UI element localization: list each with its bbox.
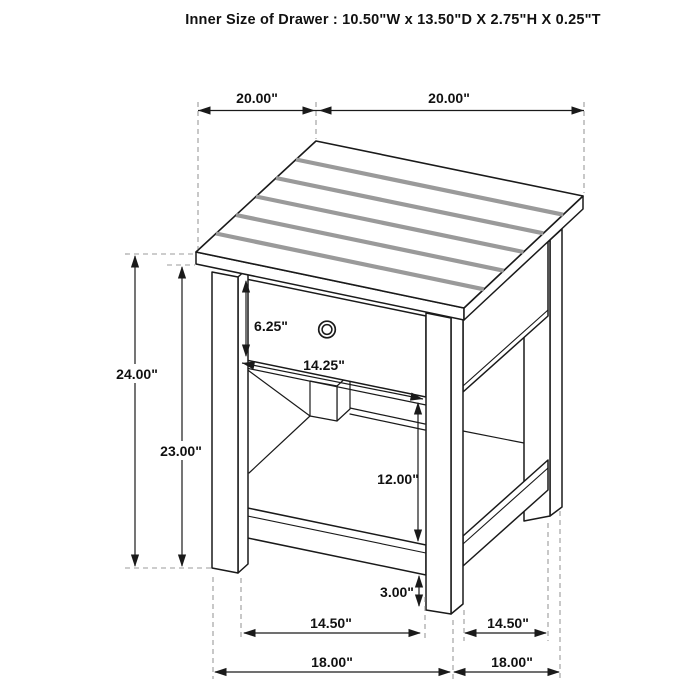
dim-top-width: 20.00" <box>428 90 470 106</box>
front-right-leg <box>426 308 463 614</box>
dim-drawer-width: 14.25" <box>303 357 345 373</box>
dim-top-depth: 20.00" <box>236 90 278 106</box>
front-left-leg <box>212 268 248 573</box>
shelf-back-edge <box>249 416 310 473</box>
dim-drawer-height: 6.25" <box>254 318 288 334</box>
dim-shelf-clearance: 12.00" <box>377 471 419 487</box>
shelf-front-band <box>238 506 426 575</box>
end-table-drawing <box>196 141 583 614</box>
dim-shelf-width: 14.50" <box>310 615 352 631</box>
dim-floor-clearance: 3.00" <box>380 584 414 600</box>
shelf-front-rail <box>238 506 426 575</box>
front-right-leg-side <box>451 308 463 614</box>
dim-shelf-depth: 14.50" <box>487 615 529 631</box>
front-right-leg-front <box>426 313 451 614</box>
drawing-title: Inner Size of Drawer : 10.50"W x 13.50"D X 2.75"H X 0.25"T <box>185 12 601 28</box>
interior-left-diagonal <box>245 368 310 416</box>
rear-right-leg-side <box>550 229 562 516</box>
dim-body-height: 23.00" <box>160 443 202 459</box>
dim-overall-height: 24.00" <box>116 366 158 382</box>
front-left-leg-front <box>212 272 238 573</box>
back-left-leg-front <box>310 381 337 421</box>
dim-base-width: 18.00" <box>311 654 353 670</box>
right-interior-rail-line <box>463 431 524 443</box>
back-rail-lines <box>350 408 425 430</box>
dim-base-depth: 18.00" <box>491 654 533 670</box>
